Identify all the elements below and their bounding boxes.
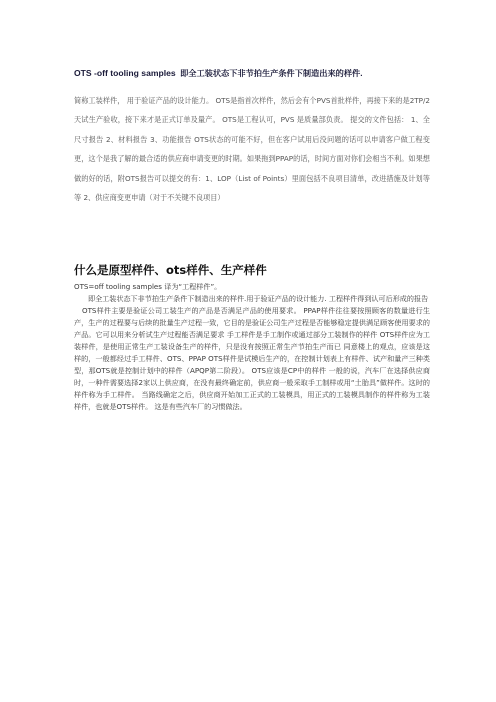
section2-line2: 即全工装状态下非节拍生产条件下制造出来的样件.用于验证产品的设计能力. 工程样件得到认可后形成的报告 — [88, 294, 429, 303]
section1-title-en: OTS -off tooling samples — [74, 68, 176, 78]
section2-line3: OTS样件主要是验证公司工装生产的产品是否满足产品的使用要求。 PPAP样件往往要按照顾客的数量进行生产，生产的过程要与后续的批量生产过程一致，它目的是验证公司生产过程是否能够稳定提供满足顾客使用要求的产品。它可以用来分析试生产过程能否满足要求 手工样件是手工制作或通过部分工装制作的样件 OTS样件应为工装样件，是使用正常生产工装设备生产的样件，只是没有按照正常生产节拍生产而已 同意楼上的观点，应该是这样的，一般都经过手工样件、OTS、PPAP OTS样件是试模后生产的，在控制计划表上有样件、试产和量产三种类型，那OTS就是控制计划中的样件（APQP第二阶段）。 OTS应该是CP中的样件 一般的说，汽车厂在选择供应商时，一种件需要选择2家以上供应商，在没有最终确定前，供应商一般采取手工制样或用“土胎具”做样件。这时的样件称为手工样件。 当路线确定之后，供应商开始加工正式的工装模具，用正式的工装模具制作的样件称为工装样件，也就是OTS样件。 这是有些汽车厂的习惯做法。 — [74, 306, 430, 411]
section1-title — [74, 68, 454, 79]
section1-body: 简称工装样件， 用于验证产品的设计能力。 OTS是指首次样件，然后会有个PVS首批样件，再接下来的是2TP/2天试生产验收，接下来才是正式订单及量产。 OTS是工程认可，PVS 是质量部负责。 提交的文件包括： 1、全尺寸报告 2、材料报告 3、功能报告 OTS状态的可能不好，但在客户试用后没问题的话可以申请客户做工程变更，这个是我了解的最合适的供应商申请变更的时期。如果拖到PPAP的话，时间方面对你们会相当不利。如果想做的好的话，附OTS报告可以提交的有：1、LOP（List of Points）里面包括不良项目清单，改进措施及计划等等 2、供应商变更申请（对于不关键不良项目） — [74, 96, 430, 203]
section2-body — [74, 281, 430, 413]
section2-line1: OTS=off tooling samples 译为“工程样件”。 — [74, 282, 222, 291]
section2-heading: 什么是原型样件、ots样件、生产样件 — [74, 263, 267, 277]
section1-title-cn: 即全工装状态下非节拍生产条件下制造出来的样件. — [180, 69, 363, 78]
